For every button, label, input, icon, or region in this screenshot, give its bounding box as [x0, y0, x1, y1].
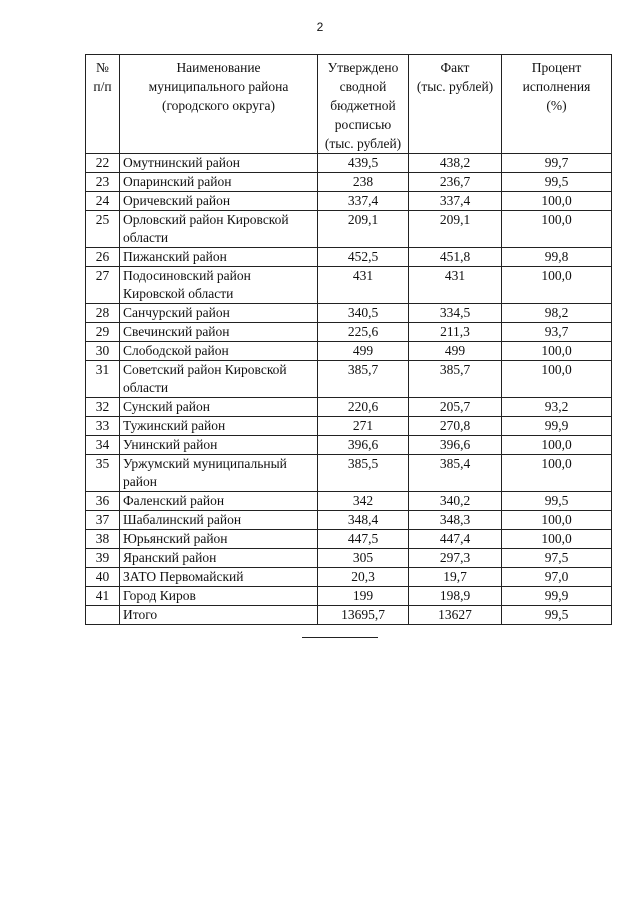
- cell-percent: 100,0: [502, 192, 612, 211]
- cell-approved: 348,4: [318, 511, 409, 530]
- cell-district-name: Фаленский район: [120, 492, 318, 511]
- cell-num: 24: [86, 192, 120, 211]
- cell-num: 33: [86, 417, 120, 436]
- table-row: [86, 549, 612, 568]
- cell-num: 31: [86, 361, 120, 398]
- cell-percent: 98,2: [502, 304, 612, 323]
- cell-district-name: Тужинский район: [120, 417, 318, 436]
- cell-num: 27: [86, 267, 120, 304]
- cell-percent: 97,0: [502, 568, 612, 587]
- cell-num: 36: [86, 492, 120, 511]
- cell-percent: 100,0: [502, 436, 612, 455]
- cell-num: 25: [86, 211, 120, 248]
- table-header-row: [86, 55, 612, 154]
- cell-district-name: Сунский район: [120, 398, 318, 417]
- cell-fact: 13627: [409, 606, 502, 625]
- cell-district-name: Город Киров: [120, 587, 318, 606]
- cell-fact: 337,4: [409, 192, 502, 211]
- cell-num: 41: [86, 587, 120, 606]
- cell-fact: 205,7: [409, 398, 502, 417]
- table-row: [86, 436, 612, 455]
- cell-fact: 431: [409, 267, 502, 304]
- cell-fact: 211,3: [409, 323, 502, 342]
- cell-percent: 99,8: [502, 248, 612, 267]
- cell-approved: 199: [318, 587, 409, 606]
- cell-num: 28: [86, 304, 120, 323]
- cell-district-name: Орловский район Кировской области: [120, 211, 318, 248]
- table-row: [86, 361, 612, 398]
- cell-approved: 337,4: [318, 192, 409, 211]
- total-row: [86, 606, 612, 625]
- cell-district-name: Опаринский район: [120, 173, 318, 192]
- cell-fact: 385,4: [409, 455, 502, 492]
- cell-district-name: Уржумский муниципальный район: [120, 455, 318, 492]
- cell-num: 39: [86, 549, 120, 568]
- table-row: [86, 455, 612, 492]
- end-divider-line: [302, 637, 378, 638]
- cell-district-name: Яранский район: [120, 549, 318, 568]
- header-approved: Утверждено сводной бюджетной росписью (тыс. рублей): [318, 55, 409, 154]
- cell-percent: 100,0: [502, 511, 612, 530]
- cell-district-name: Итого: [120, 606, 318, 625]
- cell-percent: 99,9: [502, 417, 612, 436]
- table-body: [86, 154, 612, 625]
- cell-approved: 452,5: [318, 248, 409, 267]
- cell-percent: 93,2: [502, 398, 612, 417]
- cell-approved: 385,5: [318, 455, 409, 492]
- table-row: [86, 587, 612, 606]
- cell-num: 37: [86, 511, 120, 530]
- cell-approved: 238: [318, 173, 409, 192]
- cell-district-name: Советский район Кировской области: [120, 361, 318, 398]
- cell-fact: 438,2: [409, 154, 502, 173]
- cell-fact: 447,4: [409, 530, 502, 549]
- cell-num: [86, 606, 120, 625]
- table-row: [86, 173, 612, 192]
- cell-district-name: Оричевский район: [120, 192, 318, 211]
- cell-fact: 334,5: [409, 304, 502, 323]
- cell-approved: 305: [318, 549, 409, 568]
- table-row: [86, 192, 612, 211]
- cell-approved: 209,1: [318, 211, 409, 248]
- table-row: [86, 530, 612, 549]
- cell-fact: 209,1: [409, 211, 502, 248]
- cell-approved: 13695,7: [318, 606, 409, 625]
- cell-num: 23: [86, 173, 120, 192]
- cell-percent: 100,0: [502, 267, 612, 304]
- table-row: [86, 248, 612, 267]
- table-row: [86, 211, 612, 248]
- table-row: [86, 511, 612, 530]
- cell-district-name: Подосиновский район Кировской области: [120, 267, 318, 304]
- table-row: [86, 304, 612, 323]
- cell-percent: 100,0: [502, 361, 612, 398]
- table-row: [86, 492, 612, 511]
- cell-district-name: Унинский район: [120, 436, 318, 455]
- cell-district-name: Омутнинский район: [120, 154, 318, 173]
- cell-approved: 431: [318, 267, 409, 304]
- cell-approved: 447,5: [318, 530, 409, 549]
- header-percent: Процент исполнения (%): [502, 55, 612, 154]
- cell-num: 30: [86, 342, 120, 361]
- cell-fact: 19,7: [409, 568, 502, 587]
- cell-num: 32: [86, 398, 120, 417]
- cell-approved: 271: [318, 417, 409, 436]
- cell-fact: 499: [409, 342, 502, 361]
- cell-district-name: ЗАТО Первомайский: [120, 568, 318, 587]
- cell-num: 40: [86, 568, 120, 587]
- cell-district-name: Свечинский район: [120, 323, 318, 342]
- cell-district-name: Слободской район: [120, 342, 318, 361]
- header-num: № п/п: [86, 55, 120, 154]
- cell-num: 22: [86, 154, 120, 173]
- cell-percent: 93,7: [502, 323, 612, 342]
- cell-num: 29: [86, 323, 120, 342]
- table-row: [86, 417, 612, 436]
- cell-fact: 385,7: [409, 361, 502, 398]
- cell-fact: 297,3: [409, 549, 502, 568]
- page-number: 2: [316, 20, 324, 34]
- cell-fact: 396,6: [409, 436, 502, 455]
- header-fact: Факт (тыс. рублей): [409, 55, 502, 154]
- cell-percent: 100,0: [502, 530, 612, 549]
- cell-percent: 99,9: [502, 587, 612, 606]
- cell-fact: 340,2: [409, 492, 502, 511]
- cell-approved: 20,3: [318, 568, 409, 587]
- cell-percent: 97,5: [502, 549, 612, 568]
- table-row: [86, 267, 612, 304]
- table-row: [86, 398, 612, 417]
- cell-approved: 439,5: [318, 154, 409, 173]
- cell-fact: 451,8: [409, 248, 502, 267]
- cell-approved: 340,5: [318, 304, 409, 323]
- cell-approved: 499: [318, 342, 409, 361]
- cell-percent: 99,5: [502, 606, 612, 625]
- budget-execution-table: [85, 54, 612, 625]
- cell-percent: 100,0: [502, 455, 612, 492]
- cell-approved: 225,6: [318, 323, 409, 342]
- cell-district-name: Шабалинский район: [120, 511, 318, 530]
- cell-percent: 100,0: [502, 211, 612, 248]
- cell-percent: 99,5: [502, 173, 612, 192]
- header-name: Наименование муниципального района (городского округа): [120, 55, 318, 154]
- cell-percent: 99,7: [502, 154, 612, 173]
- cell-approved: 220,6: [318, 398, 409, 417]
- cell-num: 26: [86, 248, 120, 267]
- cell-fact: 270,8: [409, 417, 502, 436]
- cell-percent: 99,5: [502, 492, 612, 511]
- cell-fact: 348,3: [409, 511, 502, 530]
- cell-percent: 100,0: [502, 342, 612, 361]
- cell-num: 35: [86, 455, 120, 492]
- cell-approved: 385,7: [318, 361, 409, 398]
- table-row: [86, 568, 612, 587]
- cell-district-name: Юрьянский район: [120, 530, 318, 549]
- table-row: [86, 154, 612, 173]
- cell-fact: 236,7: [409, 173, 502, 192]
- cell-fact: 198,9: [409, 587, 502, 606]
- cell-approved: 396,6: [318, 436, 409, 455]
- table-row: [86, 342, 612, 361]
- cell-num: 34: [86, 436, 120, 455]
- cell-num: 38: [86, 530, 120, 549]
- cell-approved: 342: [318, 492, 409, 511]
- cell-district-name: Санчурский район: [120, 304, 318, 323]
- cell-district-name: Пижанский район: [120, 248, 318, 267]
- table-row: [86, 323, 612, 342]
